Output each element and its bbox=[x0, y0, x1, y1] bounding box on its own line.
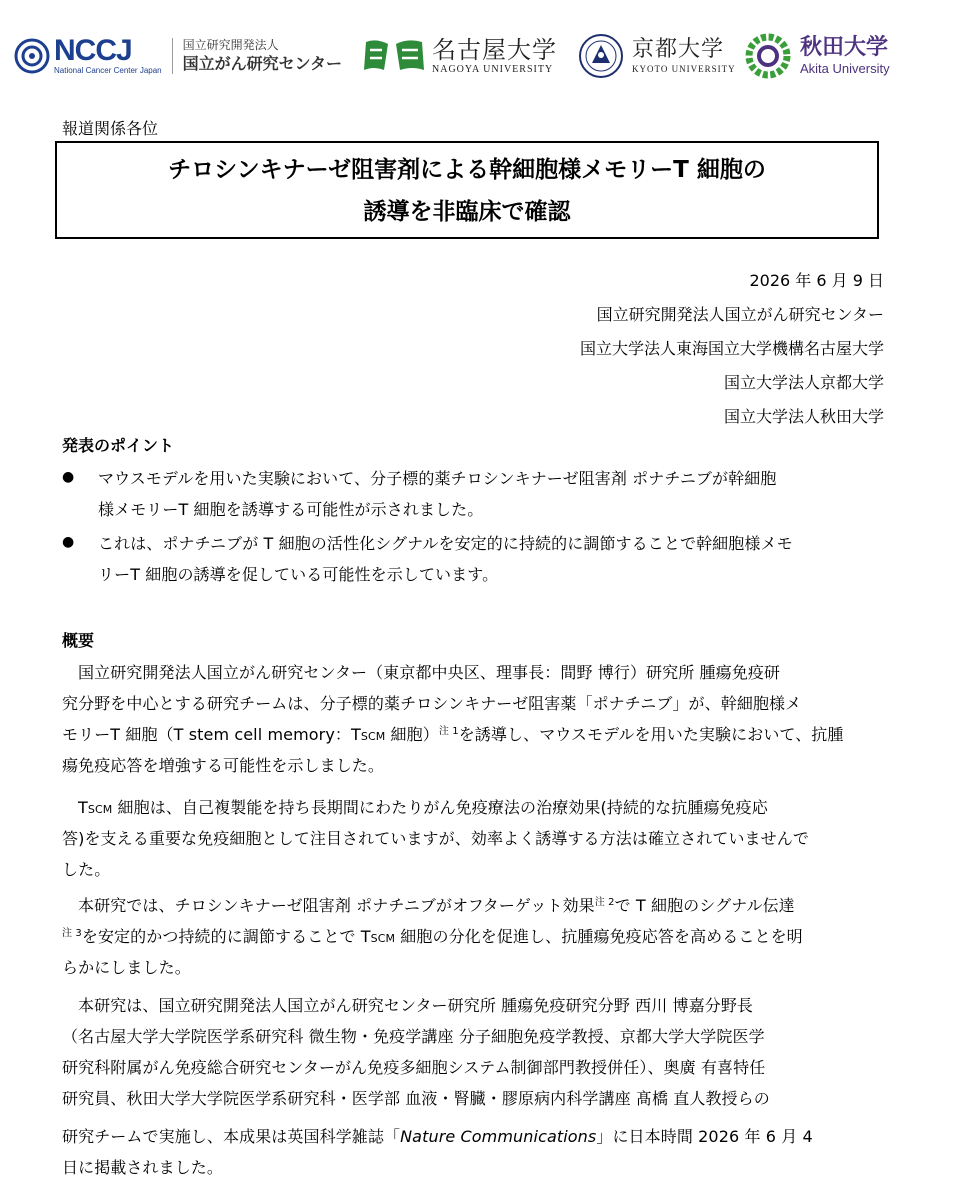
press-label: 報道関係各位 bbox=[62, 119, 159, 138]
nccj-jp-small: 国立研究開発法人 bbox=[182, 38, 279, 52]
title-line-2: 誘導を非臨床で確認 bbox=[363, 199, 571, 225]
journal-name: Nature Communications bbox=[400, 1127, 597, 1146]
institution-kyoto: 国立大学法人京都大学 bbox=[723, 373, 884, 392]
overview-p1-line-3: モリーT 細胞（T stem cell memory：TSCM 細胞）$^{注 1}$を誘導し、マウスモデルを用いた実験において、抗腫 bbox=[62, 725, 844, 744]
nagoya-name-jp: 名古屋大学 bbox=[432, 36, 557, 64]
kyoto-seal-icon bbox=[578, 33, 624, 79]
kyoto-name-jp: 京都大学 bbox=[632, 37, 725, 62]
title-box bbox=[55, 141, 879, 239]
overview-p1-line-2: 究分野を中心とする研究チームは、分子標的薬チロシンキナーゼ阻害薬「ポナチニブ」が、幹細胞様メ bbox=[62, 694, 802, 713]
institution-akita: 国立大学法人秋田大学 bbox=[723, 407, 884, 426]
point-1-line-2: 様メモリーT 細胞を誘導する可能性が示されました。 bbox=[98, 500, 484, 519]
nagoya-emblem-icon bbox=[362, 36, 426, 76]
akita-name-en: Akita University bbox=[800, 61, 890, 76]
overview-p3-line-1: 本研究では、チロシンキナーゼ阻害剤 ポナチニブがオフターゲット効果$^{注 2}$で T 細胞のシグナル伝達 bbox=[78, 896, 795, 915]
overview-heading: 概要 bbox=[62, 631, 95, 650]
title-line-1: チロシンキナーゼ阻害剤による幹細胞様メモリーT 細胞の bbox=[168, 157, 766, 183]
logo-bar bbox=[14, 30, 934, 82]
overview-p4-line-4: 研究員、秋田大学大学院医学系研究科・医学部 血液・腎臓・膠原病内科学講座 髙橋 直人教授らの bbox=[62, 1089, 770, 1108]
overview-p2-line-3: した。 bbox=[62, 860, 111, 879]
point-1-line-1: マウスモデルを用いた実験において、分子標的薬チロシンキナーゼ阻害剤 ポナチニブが幹細胞 bbox=[98, 469, 777, 488]
point-2-line-1: これは、ポナチニブが T 細胞の活性化シグナルを安定的に持続的に調節することで幹細胞様メモ bbox=[98, 534, 793, 553]
footnote-ref: 注 2 bbox=[594, 897, 615, 908]
overview-p4-line-5: 研究チームで実施し、本成果は英国科学雑誌「Nature Communications」に日本時間 2026 年 6 月 4 bbox=[62, 1127, 813, 1146]
tscm-subscript: SCM bbox=[360, 730, 386, 743]
tscm-subscript: SCM bbox=[87, 803, 113, 816]
release-date: 2026 年 6 月 9 日 bbox=[749, 271, 884, 290]
overview-p2-line-2: 答)を支える重要な免疫細胞として注目されていますが、効率よく誘導する方法は確立されていませんで bbox=[62, 829, 809, 848]
institution-nagoya: 国立大学法人東海国立大学機構名古屋大学 bbox=[579, 339, 884, 358]
akita-name-jp: 秋田大学 bbox=[800, 35, 889, 60]
kyoto-logo bbox=[578, 30, 736, 82]
institution-ncc: 国立研究開発法人国立がん研究センター bbox=[596, 305, 884, 324]
overview-p2-line-1: TSCM 細胞は、自己複製能を持ち長期間にわたりがん免疫療法の治療効果(持続的な抗腫瘍免疫応 bbox=[78, 798, 768, 817]
tscm-subscript: SCM bbox=[370, 932, 396, 945]
bullet-icon: ● bbox=[62, 534, 75, 550]
nccj-logo bbox=[14, 30, 342, 82]
overview-p4-line-1: 本研究は、国立研究開発法人国立がん研究センター研究所 腫瘍免疫研究分野 西川 博嘉分野長 bbox=[78, 996, 754, 1015]
point-2-line-2: リーT 細胞の誘導を促している可能性を示しています。 bbox=[98, 565, 499, 584]
points-heading: 発表のポイント bbox=[62, 436, 175, 455]
bullet-icon: ● bbox=[62, 469, 75, 485]
footnote-ref: 注 1 bbox=[438, 726, 459, 737]
nccj-logo-subtitle: National Cancer Center Japan bbox=[54, 66, 162, 75]
overview-p4-line-3: 研究科附属がん免疫総合研究センターがん免疫多細胞システム制御部門教授併任）、奥廣 有喜特任 bbox=[62, 1058, 766, 1077]
overview-p3-line-3: らかにしました。 bbox=[62, 958, 191, 977]
overview-p1-line-1: 国立研究開発法人国立がん研究センター（東京都中央区、理事長：間野 博行）研究所 腫瘍免疫研 bbox=[78, 663, 781, 682]
overview-p3-line-2: $^{注 3}$を安定的かつ持続的に調節することで TSCM 細胞の分化を促進し、抗腫瘍免疫応答を高めることを明 bbox=[62, 927, 803, 946]
overview-p1-line-4: 瘍免疫応答を増強する可能性を示しました。 bbox=[62, 756, 385, 775]
overview-p4-line-2: （名古屋大学大学院医学系研究科 微生物・免疫学講座 分子細胞免疫学教授、京都大学大学院医学 bbox=[62, 1027, 765, 1046]
logo-divider bbox=[172, 38, 173, 74]
nccj-logo-text: NCCJ bbox=[54, 34, 132, 67]
kyoto-name-en: KYOTO UNIVERSITY bbox=[632, 64, 736, 74]
akita-logo bbox=[744, 30, 890, 82]
footnote-ref: 注 3 bbox=[62, 928, 82, 939]
nagoya-logo bbox=[362, 30, 557, 82]
nccj-emblem-icon bbox=[14, 38, 50, 74]
akita-ring-icon bbox=[744, 32, 792, 80]
nagoya-name-en: NAGOYA UNIVERSITY bbox=[432, 64, 554, 75]
nccj-jp-large: 国立がん研究センター bbox=[182, 54, 342, 73]
overview-p4-line-6: 日に掲載されました。 bbox=[62, 1158, 224, 1177]
